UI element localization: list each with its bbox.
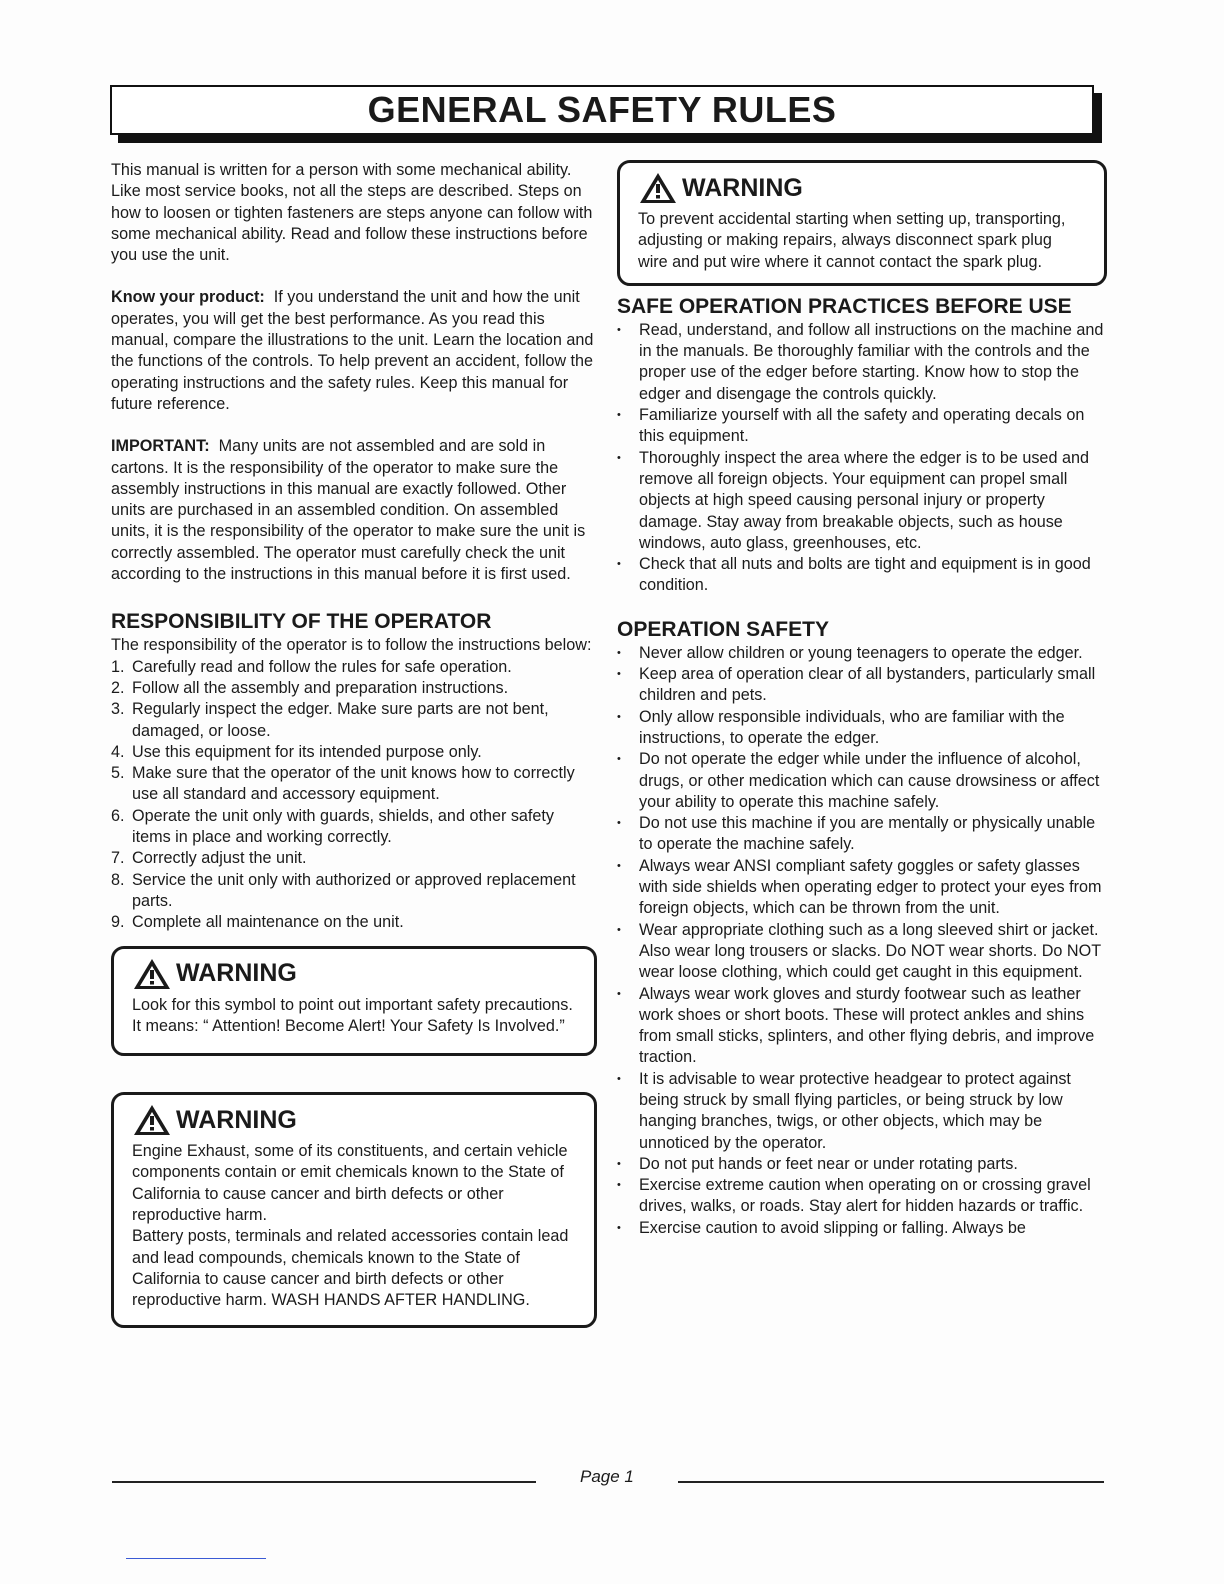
intro-paragraph: This manual is written for a person with some mechanical ability. Like most service books, not all the steps are described. Steps on how to loosen or tighten fasteners are steps anyone can follow with some mechanical ability. Read and follow these instructions before you use the unit. [111, 161, 593, 265]
list-item: • Only allow responsible individuals, who are familiar with the instructions, to operate the edger. [617, 707, 1107, 750]
warning-header [132, 1103, 576, 1137]
spark-plug-warning-box [617, 160, 1107, 286]
list-item: • Check that all nuts and bolts are tight and equipment is in good condition. [617, 554, 1107, 597]
list-item: • Do not operate the edger while under the influence of alcohol, drugs, or other medication which can cause drowsiness or affect your ability to operate this machine safely. [617, 749, 1107, 813]
left-column [111, 160, 597, 1328]
list-item: 7. Correctly adjust the unit. [111, 849, 307, 868]
list-item: • Read, understand, and follow all instructions on the machine and in the manuals. Be thoroughly familiar with the controls and the proper use of the edger before starting. Know how to stop the edger and disengage the controls quickly. [617, 320, 1107, 405]
important-label: IMPORTANT: [111, 437, 210, 456]
list-item: • Wear appropriate clothing such as a long sleeved shirt or jacket. Also wear long trousers or slacks. Do NOT wear shorts. Do NOT wear loose clothing, which could get caught in this equipment. [617, 920, 1107, 984]
list-item: 4. Use this equipment for its intended purpose only. [111, 742, 482, 761]
operation-safety-heading: OPERATION SAFETY [617, 617, 829, 641]
list-item: • Never allow children or young teenagers to operate the edger. [617, 643, 1107, 664]
know-product-text: If you understand the unit and how the unit operates, you will get the best performance. As you read this manual, compare the illustrations to the unit. Learn the location and the functions of the controls. To help prevent an accident, follow the operating instructions and the safety rules. Keep this manual for future reference. [111, 288, 594, 413]
warning-triangle-icon [132, 957, 172, 991]
know-product-label: Know your product: [111, 288, 265, 307]
list-item: • Familiarize yourself with all the safety and operating decals on this equipment. [617, 405, 1107, 448]
list-item: 1. Carefully read and follow the rules for safe operation. [111, 657, 512, 676]
list-item: • Do not use this machine if you are mentally or physically unable to operate the machine safely. [617, 813, 1107, 856]
warning-text: To prevent accidental starting when setting up, transporting, adjusting or making repairs, always disconnect spark plug wire and put wire where it cannot contact the spark plug. [638, 210, 1066, 271]
warning-title: WARNING [682, 173, 803, 202]
know-product-paragraph [111, 287, 597, 415]
page-title: GENERAL SAFETY RULES [367, 89, 837, 130]
symbol-warning-box [111, 946, 597, 1057]
page-footer [112, 1467, 1104, 1491]
list-item: • Do not put hands or feet near or under rotating parts. [617, 1154, 1107, 1175]
responsibility-intro: The responsibility of the operator is to follow the instructions below: [111, 636, 592, 655]
list-item: 2. Follow all the assembly and preparation instructions. [111, 678, 509, 697]
list-item: • Exercise extreme caution when operating on or crossing gravel drives, walks, or roads. Stay alert for hidden hazards or traffic. [617, 1175, 1107, 1218]
list-item: 8. Service the unit only with authorized or approved replacement parts. [111, 870, 576, 910]
list-item: • Thoroughly inspect the area where the edger is to be used and remove all foreign objects. Your equipment can propel small objects at high speed causing personal injury or property damage. Stay away from breakable objects, such as house windows, auto glass, greenhouses, etc. [617, 448, 1107, 554]
list-item: • Always wear ANSI compliant safety goggles or safety glasses with side shields when operating edger to protect your eyes from foreign objects, which can be thrown from the unit. [617, 856, 1107, 920]
list-item: • Always wear work gloves and sturdy footwear such as leather work shoes or short boots. These will protect ankles and shins from small sticks, splinters, and other flying debris, and improve traction. [617, 984, 1107, 1069]
footer-rule-left [112, 1481, 536, 1483]
footer-rule-right [678, 1481, 1104, 1483]
warning-triangle-icon [132, 1103, 172, 1137]
list-item: 5. Make sure that the operator of the unit knows how to correctly use all standard and accessory equipment. [111, 764, 575, 804]
page-title-box [110, 85, 1094, 135]
warning-title: WARNING [176, 959, 297, 987]
list-item: 6. Operate the unit only with guards, shields, and other safety items in place and working correctly. [111, 806, 555, 847]
warning-text: Look for this symbol to point out important safety precautions. It means: “ Attention! Become Alert! Your Safety Is Involved.” [132, 995, 573, 1035]
list-item: • It is advisable to wear protective headgear to protect against being struck by small flying particles, or being struck by low hanging branches, twigs, or other objects, which may be unnoticed by the operator. [617, 1069, 1107, 1154]
responsibility-list [111, 657, 597, 934]
warning-text-exhaust: Engine Exhaust, some of its constituents, and certain vehicle components contain or emit chemicals known to the State of California to cause cancer and birth defects or other reproductive harm. [132, 1142, 568, 1224]
scan-mark-line [126, 1558, 266, 1559]
responsibility-heading: RESPONSIBILITY OF THE OPERATOR [111, 610, 492, 634]
list-item: 9. Complete all maintenance on the unit. [111, 913, 404, 932]
before-use-list [617, 320, 1107, 597]
important-paragraph [111, 436, 597, 585]
important-text: Many units are not assembled and are sold in cartons. It is the responsibility of the operator to make sure the assembly instructions in this manual are exactly followed. Other units are purchased in an assembled condition. On assembled units, it is the responsibility of the operator to make sure the unit is correctly assembled. The operator must carefully check the unit according to the instructions in this manual before it is first used. [111, 437, 586, 584]
before-use-heading: SAFE OPERATION PRACTICES BEFORE USE [617, 294, 1072, 318]
right-column [617, 160, 1107, 1239]
warning-text-battery: Battery posts, terminals and related accessories contain lead and lead compounds, chemicals known to the State of California to cause cancer and birth defects or other reproductive harm. WASH HANDS AFTER HANDLING. [132, 1227, 569, 1310]
operation-safety-list [617, 643, 1107, 1239]
california-warning-box [111, 1092, 597, 1328]
page-number: Page 1 [580, 1467, 634, 1486]
warning-title: WARNING [176, 1105, 297, 1134]
warning-header [132, 957, 576, 991]
list-item: • Exercise caution to avoid slipping or falling. Always be [617, 1218, 1107, 1239]
warning-header [638, 171, 1086, 205]
list-item: 3. Regularly inspect the edger. Make sure parts are not bent, damaged, or loose. [111, 700, 549, 740]
list-item: • Keep area of operation clear of all bystanders, particularly small children and pets. [617, 664, 1107, 707]
warning-triangle-icon [638, 171, 678, 205]
